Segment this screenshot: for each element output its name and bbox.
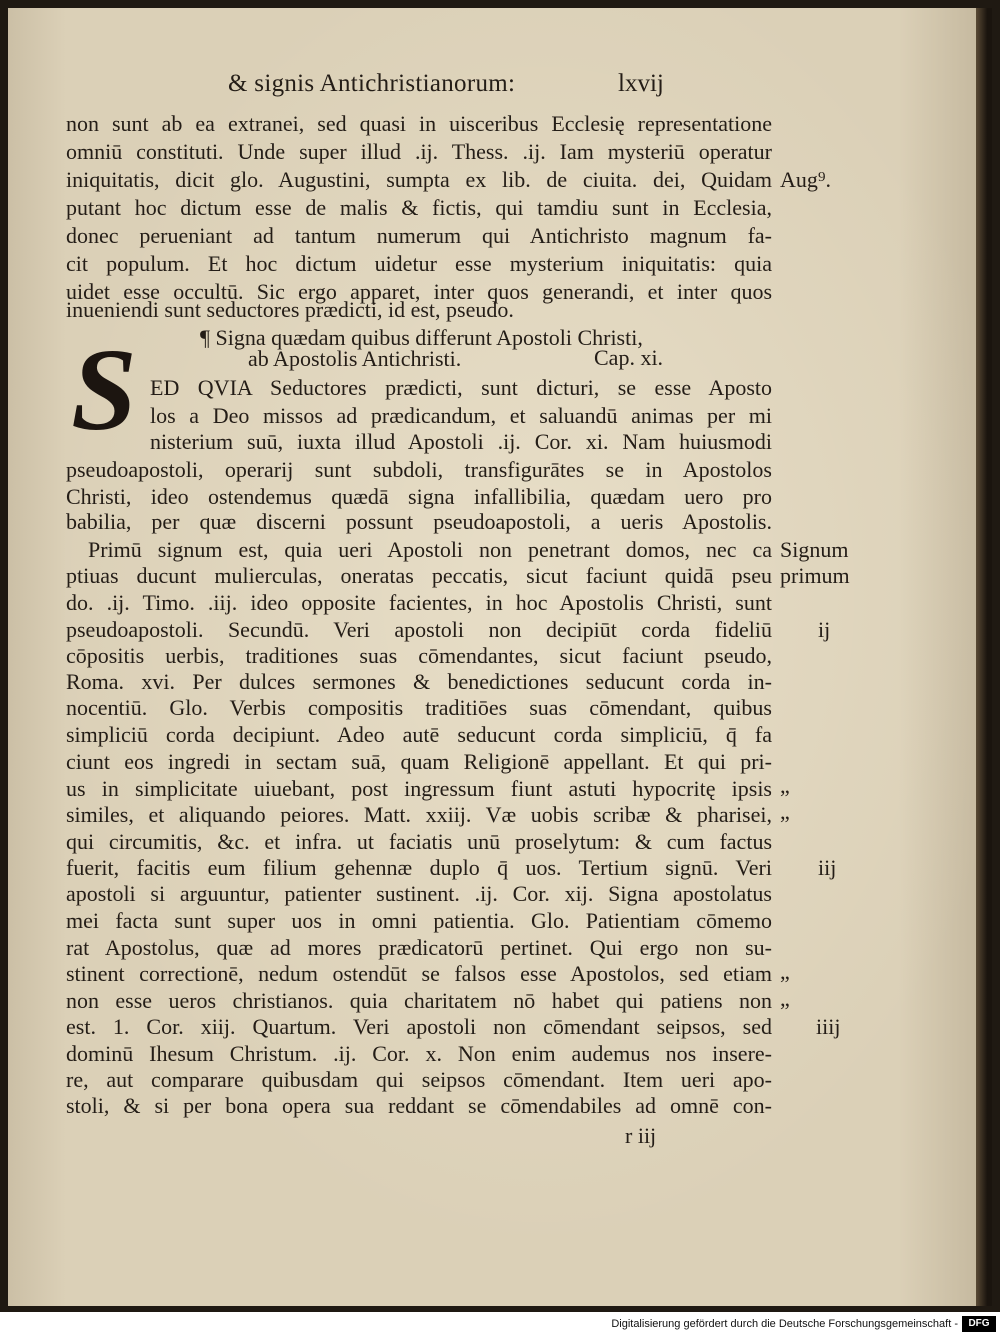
chapter-label: Cap. xi. [594, 345, 664, 370]
folio-number: lxvij [618, 70, 664, 97]
margin-note-primum: primum [780, 563, 850, 588]
text-line: fuerit, facitis eum filium gehennæ duplo q̄ uos. Tertium signū. Veri [66, 855, 772, 880]
text-line: cit populum. Et hoc dictum uidetur esse mysterium iniquitatis: quia [66, 251, 772, 276]
text-line: stinent correctionē, nedum ostendūt se falsos esse Apostolos, sed etiam [66, 961, 772, 986]
text-line: nocentiū. Glo. Verbis compositis traditiōes suas cōmendant, quibus [66, 695, 772, 720]
text-line: nisterium suū, iuxta illud Apostoli .ij. Cor. xi. Nam huiusmodi [150, 429, 772, 454]
text-line: inueniendi sunt seductores prædicti, id est, pseudo. [66, 297, 514, 322]
text-line: babilia, per quæ discerni possunt pseudoapostoli, a ueris Apostolis. [66, 509, 772, 534]
chapter-heading: ab Apostolis Antichristi. [248, 346, 462, 371]
text-line: do. .ij. Timo. .iij. ideo opposite facientes, in hoc Apostolis Christi, sunt [66, 590, 772, 615]
text-line: Roma. xvi. Per dulces sermones & benedictiones seducunt corda in- [66, 669, 772, 694]
text-line: ciunt eos ingredi in sectam suā, quam Religionē appellant. Et qui pri- [66, 749, 772, 774]
text-line: us in simplicitate uiuebant, post ingressum fiunt astuti hypocritę ipsis [66, 776, 772, 801]
text-line: los a Deo missos ad prædicandum, et saluandū animas per mi [150, 403, 772, 428]
text-line: pseudoapostoli. Secundū. Veri apostoli non decipiūt corda fideliū [66, 617, 772, 642]
text-line: apostoli si arguuntur, patienter sustinent. .ij. Cor. xij. Signa apostolatus [66, 881, 772, 906]
text-line: ED QVIA Seductores prædicti, sunt dicturi, se esse Aposto [150, 375, 772, 400]
text-line: putant hoc dictum esse de malis & fictis, qui tamdiu sunt in Ecclesia, [66, 195, 772, 220]
text-line: dominū Ihesum Christum. .ij. Cor. x. Non enim audemus nos insere- [66, 1041, 772, 1066]
text-line: Primū signum est, quia ueri Apostoli non penetrant domos, nec ca [88, 537, 772, 562]
catchword: r iij [625, 1123, 657, 1148]
text-line: non esse ueros christianos. quia charitatem nō habet qui patiens non [66, 988, 772, 1013]
text-line: donec perueniant ad tantum numerum qui Antichristo magnum fa- [66, 223, 772, 248]
margin-note-signum: Signum [780, 537, 849, 562]
text-line: mei facta sunt super uos in omni patientia. Glo. Patientiam cōmemo [66, 908, 772, 933]
text-line: stoli, & si per bona opera sua reddant se cōmendabiles ad omnē con- [66, 1093, 772, 1118]
text-line: rat Apostolus, quæ ad mores prædicatorū pertinet. Qui ergo non su- [66, 935, 772, 960]
text-line: est. 1. Cor. xiij. Quartum. Veri apostoli non cōmendant seipsos, sed [66, 1014, 772, 1039]
margin-note-quote: „ [780, 986, 790, 1011]
margin-note-quote: „ [780, 959, 790, 984]
text-line: ptiuas ducunt mulierculas, oneratas peccatis, sicut faciunt quidā pseu [66, 563, 772, 588]
text-line: uidet esse occultū. Sic ergo apparet, inter quos generandi, et inter quos [66, 279, 772, 304]
text-line: non sunt ab ea extranei, sed quasi in uisceribus Ecclesię representatione [66, 111, 772, 136]
text-line: pseudoapostoli, operarij sunt subdoli, transfigurātes se in Apostolos [66, 457, 772, 482]
text-line: iniquitatis, dicit glo. Augustini, sumpta ex lib. de ciuita. dei, Quidam [66, 167, 772, 192]
margin-note-quote: „ [780, 799, 790, 824]
chapter-heading: ¶ Signa quædam quibus differunt Apostoli Christi, [200, 325, 643, 350]
page-edge [976, 8, 992, 1306]
text-line: cōpositis uerbis, traditiones suas cōmendantes, sicut faciunt pseudo, [66, 643, 772, 668]
dfg-logo: DFG [962, 1316, 996, 1332]
margin-note-quote: „ [780, 773, 790, 798]
drop-cap-initial: S [71, 324, 137, 455]
text-line: Christi, ideo ostendemus quædā signa infallibilia, quædam uero pro [66, 484, 772, 509]
text-line: re, aut comparare quibusdam qui seipsos cōmendant. Item ueri apo- [66, 1067, 772, 1092]
margin-note-iiij: iiij [816, 1014, 841, 1039]
text-line: qui circumitis, &c. et infra. ut faciatis unū proselytum: & cum factus [66, 829, 772, 854]
footer-bar [0, 1313, 1000, 1339]
text-line: simpliciū corda decipiunt. Adeo autē seducunt corda simpliciū, q̄ fa [66, 722, 772, 747]
margin-note-iij: iij [818, 855, 837, 880]
margin-note-aug: Aug⁹. [780, 167, 832, 192]
text-line: omniū constituti. Unde super illud .ij. Thess. .ij. Iam mysteriū operatur [66, 139, 772, 164]
text-line: similes, et aliquando peiores. Matt. xxiij. Væ uobis scribæ & pharisei, [66, 802, 772, 827]
footer-credit: Digitalisierung gefördert durch die Deutsche Forschungsgemeinschaft - [611, 1318, 958, 1330]
running-head: & signis Antichristianorum: [228, 70, 516, 97]
margin-note-ij: ij [818, 617, 831, 642]
